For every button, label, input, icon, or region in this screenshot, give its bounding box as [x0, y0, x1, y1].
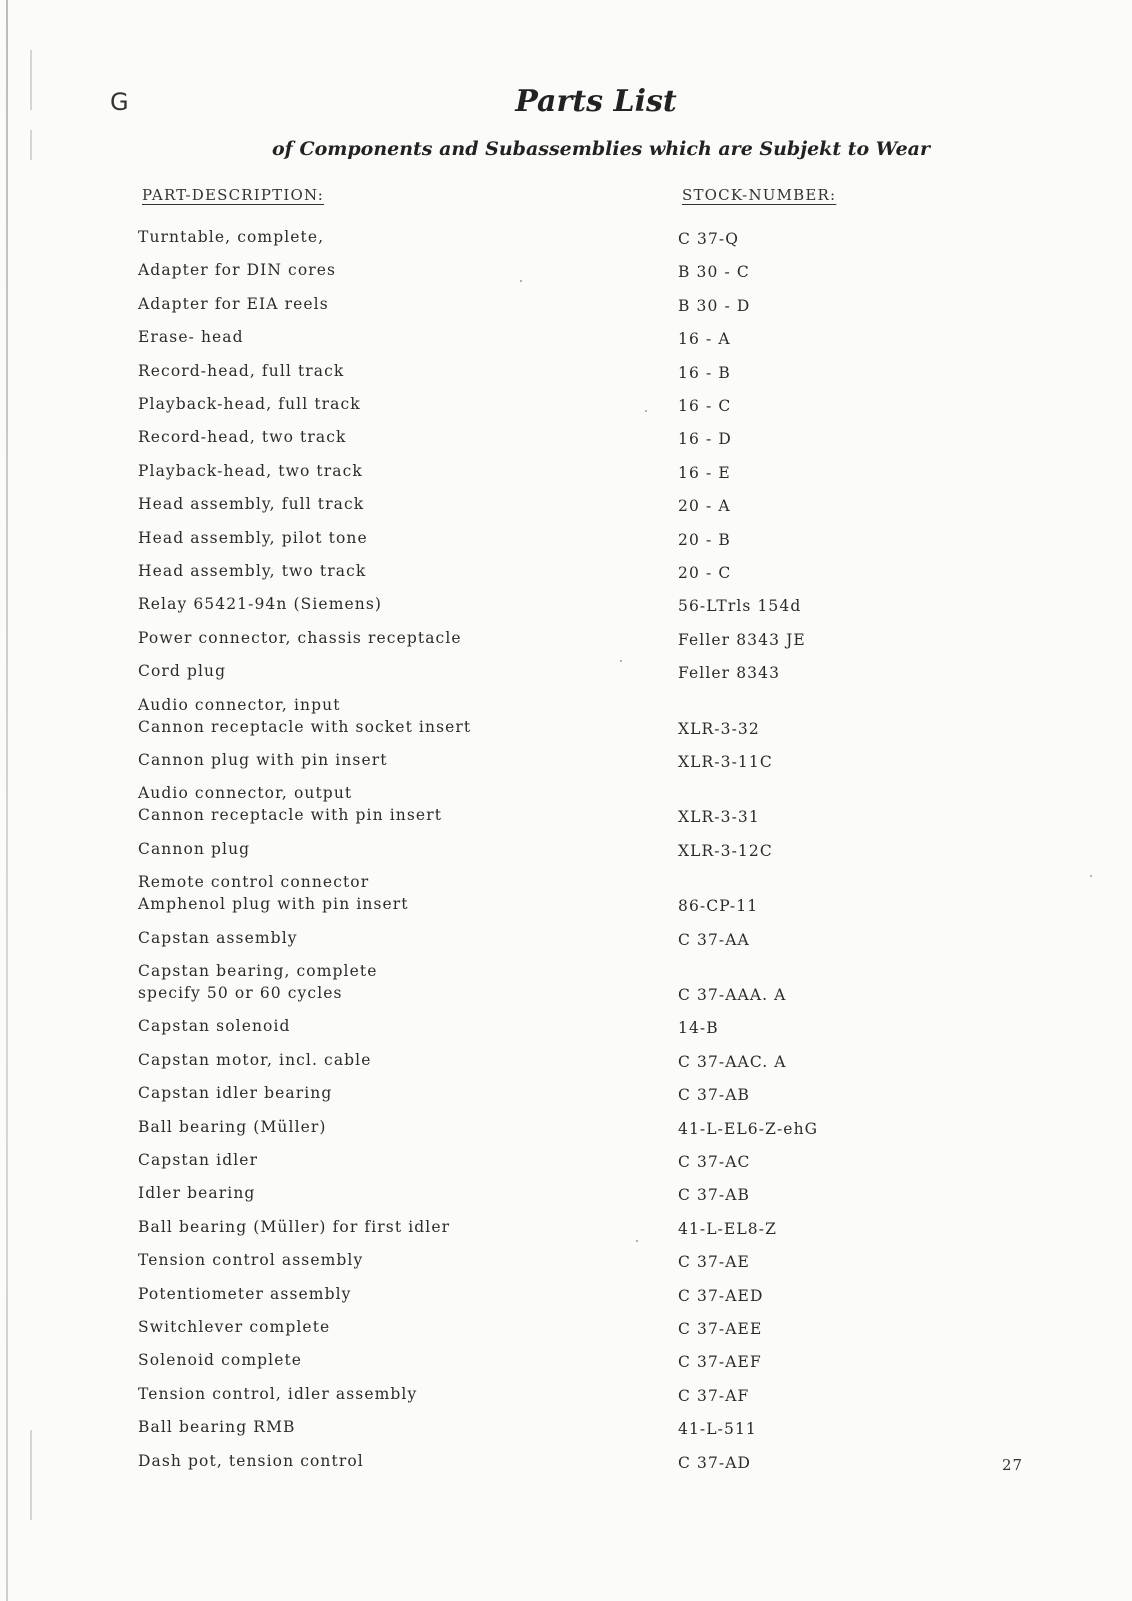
part-description	[138, 1349, 658, 1371]
part-description	[138, 293, 658, 315]
stock-number: B 30 - C	[678, 263, 750, 281]
part-description-line: Power connector, chassis receptacle	[138, 629, 462, 647]
part-description-line: Turntable, complete,	[138, 228, 325, 246]
part-description	[138, 493, 658, 515]
part-description	[138, 1216, 658, 1238]
part-description-line: Record-head, full track	[138, 362, 345, 380]
stock-number: XLR-3-31	[678, 808, 760, 826]
binder-mark	[30, 1430, 40, 1520]
part-description-line: Erase- head	[138, 328, 244, 346]
stock-number: 20 - B	[678, 531, 731, 549]
part-description	[138, 927, 658, 949]
part-description-line: Head assembly, pilot tone	[138, 529, 368, 547]
stock-number: 20 - C	[678, 564, 732, 582]
part-description	[138, 782, 658, 826]
scan-speck	[636, 1240, 638, 1242]
part-description	[138, 360, 658, 382]
part-description	[138, 326, 658, 348]
part-description-line: Capstan solenoid	[138, 1017, 291, 1035]
stock-number: 16 - D	[678, 430, 732, 448]
part-description	[138, 393, 658, 415]
stock-number: C 37-AAC. A	[678, 1053, 787, 1071]
part-description	[138, 838, 658, 860]
part-description	[138, 1082, 658, 1104]
part-description-line: Capstan motor, incl. cable	[138, 1051, 372, 1069]
part-description-line: Audio connector, output	[138, 784, 353, 802]
stock-number: XLR-3-11C	[678, 753, 773, 771]
part-description-line: Switchlever complete	[138, 1318, 331, 1336]
part-description	[138, 660, 658, 682]
part-description	[138, 1049, 658, 1071]
part-description	[138, 1149, 658, 1171]
stock-number: 41-L-511	[678, 1420, 757, 1438]
part-description-line: Cannon receptacle with socket insert	[138, 718, 472, 736]
stock-number: 16 - E	[678, 464, 731, 482]
part-description-line: Tension control assembly	[138, 1251, 364, 1269]
part-description	[138, 460, 658, 482]
part-description	[138, 871, 658, 915]
stock-number: C 37-AEE	[678, 1320, 763, 1338]
part-description-line: Cannon receptacle with pin insert	[138, 806, 443, 824]
scan-speck	[620, 660, 622, 662]
part-description-line: Remote control connector	[138, 873, 370, 891]
part-description	[138, 1450, 658, 1472]
part-description	[138, 627, 658, 649]
stock-number: 56-LTrls 154d	[678, 597, 802, 615]
part-description	[138, 1015, 658, 1037]
part-description-line: Playback-head, two track	[138, 462, 363, 480]
page-subtitle: of Components and Subassemblies which are Subjekt to Wear	[272, 138, 930, 160]
part-description-line: Adapter for DIN cores	[138, 261, 337, 279]
part-description-line: Audio connector, input	[138, 696, 341, 714]
part-description	[138, 960, 658, 1004]
part-description-line: Record-head, two track	[138, 428, 347, 446]
column-header-description: PART-DESCRIPTION:	[142, 186, 325, 204]
part-description	[138, 749, 658, 771]
part-description-line: Capstan bearing, complete	[138, 962, 378, 980]
stock-number: C 37-AED	[678, 1287, 764, 1305]
part-description-line: Ball bearing RMB	[138, 1418, 296, 1436]
stock-number: XLR-3-12C	[678, 842, 773, 860]
part-description-line: Tension control, idler assembly	[138, 1385, 418, 1403]
stock-number: Feller 8343 JE	[678, 631, 806, 649]
stock-number: Feller 8343	[678, 664, 781, 682]
scan-speck	[520, 280, 522, 282]
part-description	[138, 1182, 658, 1204]
stock-number: C 37-AB	[678, 1086, 751, 1104]
part-description-line: Dash pot, tension control	[138, 1452, 364, 1470]
part-description-line: Solenoid complete	[138, 1351, 303, 1369]
part-description	[138, 527, 658, 549]
part-description	[138, 1116, 658, 1138]
scan-speck	[645, 410, 647, 412]
stock-number: C 37-AA	[678, 931, 750, 949]
stock-number: 16 - B	[678, 364, 731, 382]
stock-number: C 37-AF	[678, 1387, 750, 1405]
stock-number: XLR-3-32	[678, 720, 760, 738]
part-description	[138, 694, 658, 738]
stock-number: C 37-AE	[678, 1253, 750, 1271]
part-description-line: Adapter for EIA reels	[138, 295, 329, 313]
part-description	[138, 1383, 658, 1405]
part-description-line: Head assembly, full track	[138, 495, 365, 513]
stock-number: 16 - C	[678, 397, 732, 415]
part-description	[138, 593, 658, 615]
part-description-line: Head assembly, two track	[138, 562, 367, 580]
stock-number: C 37-AD	[678, 1454, 752, 1472]
page-number: 27	[1002, 1456, 1024, 1474]
part-description-line: specify 50 or 60 cycles	[138, 984, 343, 1002]
part-description-line: Cord plug	[138, 662, 227, 680]
part-description	[138, 1249, 658, 1271]
part-description	[138, 259, 658, 281]
stock-number: C 37-AB	[678, 1186, 751, 1204]
part-description-line: Potentiometer assembly	[138, 1285, 352, 1303]
part-description	[138, 1283, 658, 1305]
part-description-line: Idler bearing	[138, 1184, 256, 1202]
stock-number: 14-B	[678, 1019, 719, 1037]
stock-number: C 37-Q	[678, 230, 740, 248]
stock-number: 41-L-EL8-Z	[678, 1220, 777, 1238]
stock-number: C 37-AC	[678, 1153, 751, 1171]
stock-number: 16 - A	[678, 330, 731, 348]
stock-number: C 37-AAA. A	[678, 986, 787, 1004]
scan-speck	[1090, 875, 1092, 877]
part-description-line: Playback-head, full track	[138, 395, 361, 413]
stock-number: C 37-AEF	[678, 1353, 762, 1371]
stock-number: 41-L-EL6-Z-ehG	[678, 1120, 819, 1138]
stock-number: 20 - A	[678, 497, 731, 515]
part-description-line: Capstan idler bearing	[138, 1084, 333, 1102]
page-title: Parts List	[515, 84, 677, 119]
binder-edge	[6, 0, 8, 1601]
part-description	[138, 560, 658, 582]
part-description	[138, 426, 658, 448]
part-description-line: Ball bearing (Müller) for first idler	[138, 1218, 451, 1236]
stock-number: B 30 - D	[678, 297, 751, 315]
part-description-line: Capstan assembly	[138, 929, 298, 947]
part-description-line: Capstan idler	[138, 1151, 259, 1169]
column-header-stock-number: STOCK-NUMBER:	[682, 186, 837, 204]
part-description	[138, 226, 658, 248]
part-description-line: Cannon plug	[138, 840, 251, 858]
part-description-line: Relay 65421-94n (Siemens)	[138, 595, 383, 613]
part-description-line: Ball bearing (Müller)	[138, 1118, 327, 1136]
section-letter: G	[110, 88, 129, 116]
part-description	[138, 1416, 658, 1438]
stock-number: 86-CP-11	[678, 897, 759, 915]
part-description-line: Amphenol plug with pin insert	[138, 895, 409, 913]
part-description	[138, 1316, 658, 1338]
part-description-line: Cannon plug with pin insert	[138, 751, 388, 769]
